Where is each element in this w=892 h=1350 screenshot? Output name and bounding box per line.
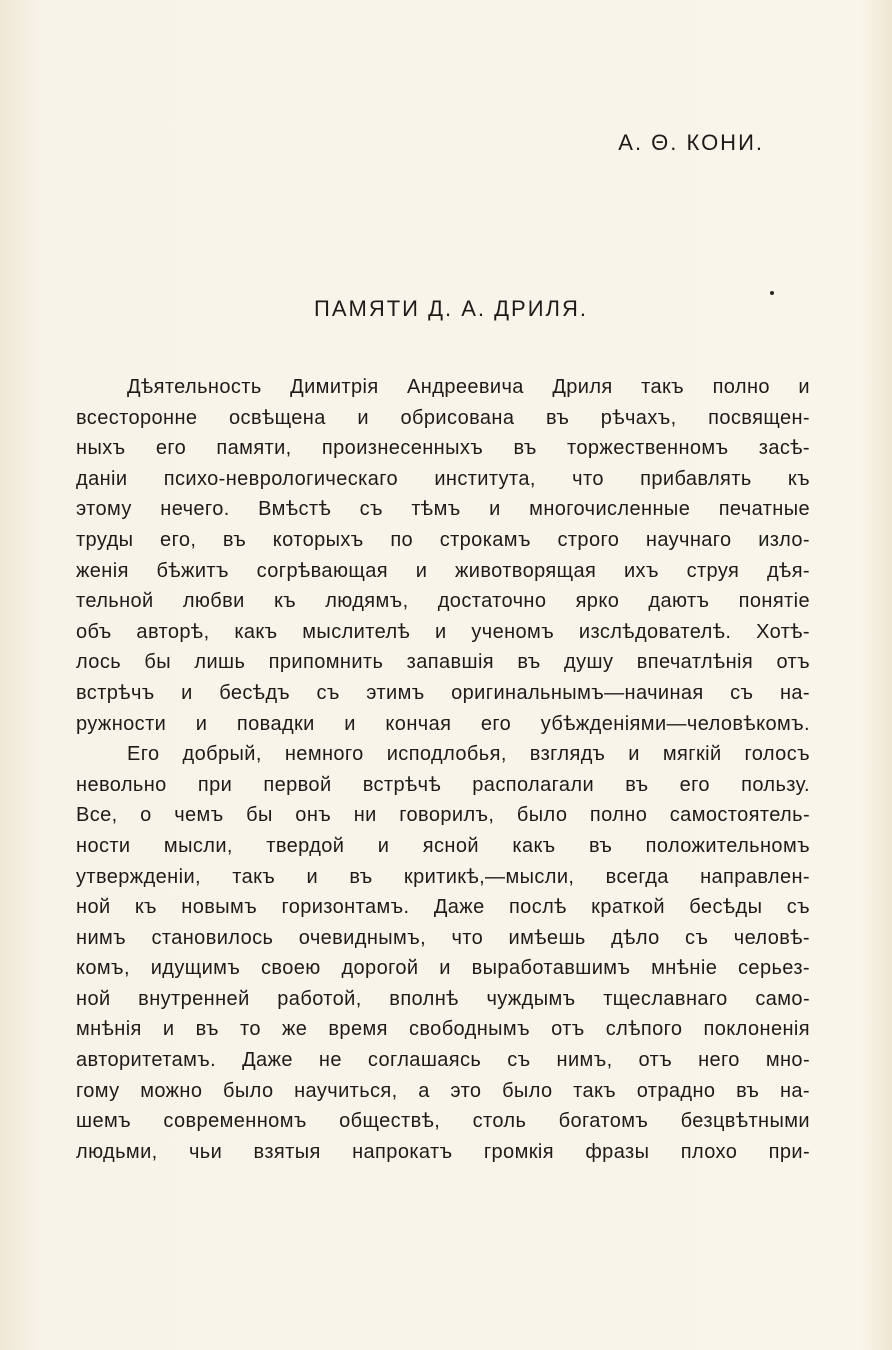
article-title: ПАМЯТИ Д. А. ДРИЛЯ.	[314, 296, 588, 321]
text-line: лось бы лишь припомнить запавшія въ душу впечатлѣнія отъ	[76, 651, 810, 674]
text-line: женія бѣжитъ согрѣвающая и животворящая ихъ струя дѣя-	[76, 559, 810, 582]
text-line: этому нечего. Вмѣстѣ съ тѣмъ и многочисленные печатные	[76, 498, 810, 521]
text-line: шемъ современномъ обществѣ, столь богатомъ безцвѣтными	[76, 1110, 810, 1133]
text-line: ной внутренней работой, вполнѣ чуждымъ тщеславнаго само-	[76, 987, 810, 1010]
text-line: объ авторѣ, какъ мыслителѣ и ученомъ изслѣдователѣ. Хотѣ-	[76, 620, 810, 643]
text-line: всесторонне освѣщена и обрисована въ рѣчахъ, посвящен-	[76, 406, 810, 429]
text-line: комъ, идущимъ своею дорогой и выработавшимъ мнѣніе серьез-	[76, 957, 810, 980]
text-line: людьми, чьи взятыя напрокатъ громкія фразы плохо при-	[76, 1140, 810, 1163]
text-line: тельной любви къ людямъ, достаточно ярко даютъ понятіе	[76, 590, 810, 613]
author-name: А. Θ. КОНИ.	[618, 130, 764, 155]
text-line: нимъ становилось очевиднымъ, что имѣешь дѣло съ человѣ-	[76, 926, 810, 949]
text-line: ности мысли, твердой и ясной какъ въ положительномъ	[76, 834, 810, 857]
text-line: Дѣятельность Димитрія Андреевича Дриля такъ полно и	[127, 376, 810, 398]
text-line: встрѣчъ и бесѣдъ съ этимъ оригинальнымъ—начиная съ на-	[76, 681, 810, 704]
text-line: ружности и повадки и кончая его убѣжденіями—человѣкомъ.	[76, 712, 810, 735]
text-line: Все, о чемъ бы онъ ни говорилъ, было полно самостоятель-	[76, 804, 810, 827]
text-line: авторитетамъ. Даже не соглашаясь съ нимъ, отъ него мно-	[76, 1049, 810, 1072]
text-line: гому можно было научиться, а это было такъ отрадно въ на-	[76, 1079, 810, 1102]
text-line: даніи психо-неврологическаго института, что прибавлять къ	[76, 467, 810, 490]
article-body	[76, 372, 810, 1167]
text-line: мнѣнія и въ то же время свободнымъ отъ слѣпого поклоненія	[76, 1018, 810, 1041]
text-line: Его добрый, немного исподлобья, взглядъ и мягкій голосъ	[127, 743, 810, 766]
text-line: труды его, въ которыхъ по строкамъ строго научнаго изло-	[76, 528, 810, 551]
text-line: ной къ новымъ горизонтамъ. Даже послѣ краткой бесѣды съ	[76, 896, 810, 919]
text-line: утвержденіи, такъ и въ критикѣ,—мысли, всегда направлен-	[76, 865, 810, 888]
text-line: ныхъ его памяти, произнесенныхъ въ торжественномъ засѣ-	[76, 437, 810, 460]
print-speck	[770, 291, 774, 295]
text-line: невольно при первой встрѣчѣ располагали въ его пользу.	[76, 773, 810, 796]
